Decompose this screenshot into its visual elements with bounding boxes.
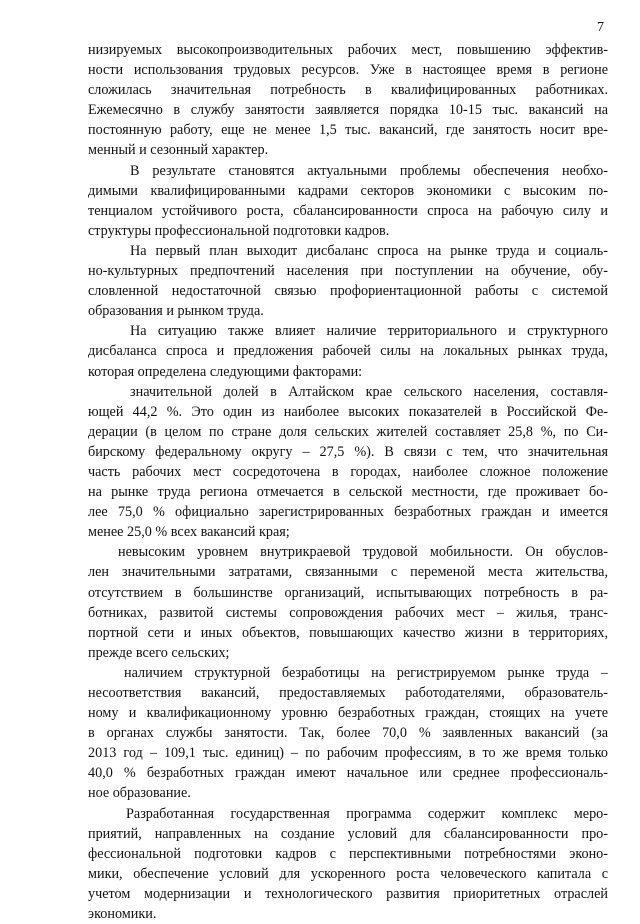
text-line: ботниках, развитой системы сопровождения рабочих мест – жилья, транс- <box>88 604 608 621</box>
text-line: постоянную работу, еще не менее 1,5 тыс. вакансий, где занятость носит вре- <box>88 122 608 139</box>
text-line: Ежемесячно в службу занятости заявляется порядка 10-15 тыс. вакансий на <box>88 102 608 119</box>
text-line: бирскому федеральному округу – 27,5 %). В связи с тем, что значительная <box>88 443 608 460</box>
text-line: несоответствия вакансий, предоставляемых работодателями, образователь- <box>88 685 608 701</box>
text-line: лее 75,0 % официально зарегистрированных безработных граждан и имеется <box>88 504 608 521</box>
text-line: сложилась значительная потребность в квалифицированных работниках. <box>88 82 608 99</box>
text-line: образования и рынком труда. <box>88 303 264 320</box>
text-line: но-культурных предпочтений населения при поступлении на обучение, обу- <box>88 263 608 280</box>
text-line: которая определена следующими факторами: <box>88 363 363 380</box>
text-line: 2013 год – 109,1 тыс. единиц) – по рабочим профессиям, в то же время только <box>88 745 608 762</box>
text-line: значительной долей в Алтайском крае сельского населения, составля- <box>130 383 608 400</box>
text-line: фессиональной подготовки кадров с перспективными потребностями эконо- <box>88 845 608 862</box>
text-line: Разработанная государственная программа содержит комплекс меро- <box>126 805 608 822</box>
text-line: прежде всего сельских; <box>88 644 230 661</box>
text-line: экономики. <box>88 906 157 923</box>
text-line: мики, обеспечение условий для ускоренного роста человеческого капитала с <box>88 865 608 882</box>
text-line: дерации (в целом по стране доля сельских жителей составляет 25,8 %, по Си- <box>88 423 608 440</box>
text-line: структуры профессиональной подготовки кадров. <box>88 222 390 239</box>
text-line: часть рабочих мест сосредоточена в городах, наиболее сложное положение <box>88 463 608 480</box>
text-line: лен значительными затратами, связанными с переменой места жительства, <box>88 564 608 581</box>
text-line: низируемых высокопроизводительных рабочих мест, повышению эффектив- <box>88 42 608 58</box>
text-line: тенциалом устойчивого роста, сбалансированности спроса на рабочую силу и <box>88 202 608 219</box>
text-line: ности использования трудовых ресурсов. Уже в настоящее время в регионе <box>88 62 608 79</box>
text-line: На ситуацию также влияет наличие территориального и структурного <box>130 323 608 340</box>
document-body <box>88 40 608 924</box>
text-line: ющей 44,2 %. Это один из наиболее высоких показателей в Российской Фе- <box>88 403 608 420</box>
text-line: словленной недостаточной связью профориентационной работы с системой <box>88 283 608 300</box>
text-line: в органах службы занятости. Так, более 70,0 % заявленных вакансий (за <box>88 725 608 742</box>
text-line: ное образование. <box>88 785 191 802</box>
text-line: ному и квалификационному уровню безработных граждан, стоящих на учете <box>88 705 608 722</box>
text-line: на рынке труда региона отмечается в сельской местности, где проживает бо- <box>88 484 608 501</box>
text-line: На первый план выходит дисбаланс спроса на рынке труда и социаль- <box>130 242 608 259</box>
text-line: приятий, направленных на создание условий для сбалансированности про- <box>88 825 608 842</box>
text-line: В результате становятся актуальными проблемы обеспечения необхо- <box>130 162 608 179</box>
text-line: невысоким уровнем внутрикраевой трудовой мобильности. Он обуслов- <box>118 544 608 561</box>
text-line: портной сети и иных объектов, повышающих качество жизни в территориях, <box>88 624 608 641</box>
text-line: димыми квалифицированными кадрами секторов экономики с высоким по- <box>88 182 608 199</box>
text-line: менее 25,0 % всех вакансий края; <box>88 524 290 541</box>
text-line: 40,0 % безработных граждан имеют начальное или среднее профессиональ- <box>88 765 608 782</box>
text-line: менный и сезонный характер. <box>88 142 269 159</box>
text-line: наличием структурной безработицы на регистрируемом рынке труда – <box>124 664 608 681</box>
text-line: учетом модернизации и технологического развития приоритетных отраслей <box>88 885 608 902</box>
text-line: дисбаланса спроса и предложения рабочей силы на локальных рынках труда, <box>88 343 608 360</box>
page-number: 7 <box>597 20 604 35</box>
text-line: отсутствием в большинстве организаций, испытывающих потребность в ра- <box>88 584 608 601</box>
